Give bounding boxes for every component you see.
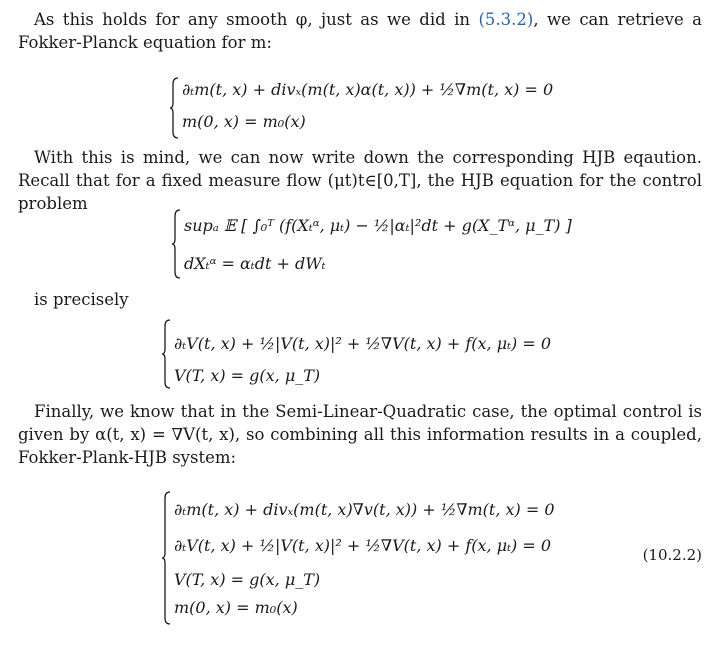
paragraph-text: As this holds for any smooth φ, just as we did in <box>34 10 479 29</box>
paragraph-hjb-intro: With this is mind, we can now write down the corresponding HJB eqaution. Recall that for a fixed measure flow (μt)t∈[0,T], the HJB equation for the control problem <box>18 148 702 213</box>
hjb-system <box>162 318 582 390</box>
hjb-equation-line-2: V(T, x) = g(x, μ_T) <box>174 366 321 385</box>
system-equation-line-3: V(T, x) = g(x, μ_T) <box>174 570 321 589</box>
hjb-equation-line-1: ∂ₜV(t, x) + ½|V(t, x)|² + ½∇V(t, x) + f(x, μₜ) = 0 <box>174 334 552 353</box>
control-dynamics: dXₜᵅ = αₜdt + dWₜ <box>184 254 326 273</box>
control-problem <box>172 208 572 280</box>
fp-equation-line-1: ∂ₜm(t, x) + divₓ(m(t, x)α(t, x)) + ½∇m(t, x) = 0 <box>182 80 554 99</box>
system-equation-line-2: ∂ₜV(t, x) + ½|V(t, x)|² + ½∇V(t, x) + f(x, μₜ) = 0 <box>174 536 552 555</box>
control-objective: supₐ 𝔼 [ ∫₀ᵀ (f(Xₜᵅ, μₜ) − ½|αₜ|²dt + g(X_Tᵅ, μ_T) ] <box>184 216 572 235</box>
paragraph-text: , we can retrieve a Fokker-Planck equation for m: <box>18 10 703 52</box>
equation-reference-link[interactable]: (5.3.2) <box>478 10 534 29</box>
equation-number: (10.2.2) <box>642 546 702 564</box>
system-equation-line-4: m(0, x) = m₀(x) <box>174 598 298 617</box>
paragraph-coupled-system: Finally, we know that in the Semi-Linear-Quadratic case, the optimal control is given by α(t, x) = ∇V(t, x), so combining all this information results in a coupled, Fokker-Plank-HJB system: <box>18 402 702 467</box>
left-brace-icon <box>172 208 182 280</box>
paragraph-fokker-planck-intro <box>18 8 702 54</box>
left-brace-icon <box>162 318 172 390</box>
system-equation-line-1: ∂ₜm(t, x) + divₓ(m(t, x)∇v(t, x)) + ½∇m(t, x) = 0 <box>174 500 555 519</box>
paragraph-precisely: is precisely <box>34 290 129 309</box>
fokker-planck-system <box>170 76 570 140</box>
coupled-fp-hjb-system <box>162 490 602 626</box>
left-brace-icon <box>170 76 180 140</box>
fp-equation-line-2: m(0, x) = m₀(x) <box>182 112 306 131</box>
left-brace-icon <box>162 490 172 626</box>
